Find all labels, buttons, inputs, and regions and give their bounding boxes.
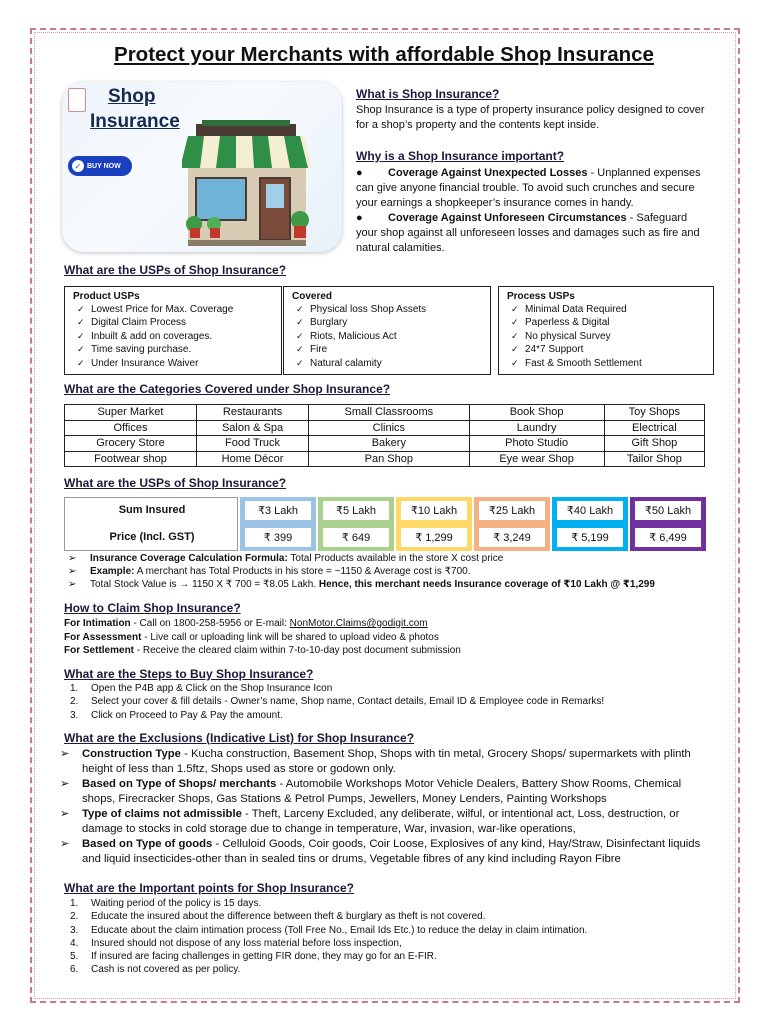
- list-item: ✓ Natural calamity: [292, 357, 482, 370]
- arrow-bullet-icon: ➢: [60, 838, 70, 850]
- list-item: ➢ Construction Type - Kucha construction, Basement Shop, Shops with tin metal, Grocery Shops/ supermarkets with plinth height of less than 1.5ftz, Shops used as store or godown only.: [60, 748, 691, 775]
- plan-sum-insured: ₹50 Lakh: [635, 501, 701, 520]
- table-cell: Eye wear Shop: [469, 451, 604, 467]
- plan-price: ₹ 399: [245, 528, 311, 547]
- list-item: 2. Educate the insured about the difference between theft & burglary as theft is not covered.: [70, 911, 486, 923]
- claim-assessment: For Assessment - Live call or uploading link will be shared to upload video & photos: [64, 631, 439, 643]
- claim-section: [64, 617, 461, 658]
- list-item: ✓ Riots, Malicious Act: [292, 330, 482, 343]
- plan-column: [552, 497, 628, 551]
- what-is-section: [356, 87, 711, 133]
- what-is-text: Shop Insurance is a type of property insurance policy designed to cover for a shop’s property and the contents kept inside.: [356, 104, 705, 131]
- list-item: 3. Educate about the claim intimation process (Toll Free No., Email Ids Etc.) to reduce the delay in claim intimation.: [70, 924, 588, 936]
- table-cell: Grocery Store: [65, 436, 197, 452]
- list-item: 1. Waiting period of the policy is 15 days.: [70, 898, 262, 909]
- shop-illustration-icon: [182, 120, 322, 252]
- table-cell: Home Décor: [196, 451, 308, 467]
- list-item: ✓ Under Insurance Waiver: [73, 357, 273, 370]
- categories-table: [64, 404, 705, 467]
- list-item: ✓ Minimal Data Required: [507, 303, 705, 316]
- table-cell: Electrical: [604, 420, 704, 436]
- exclusions-list: [60, 747, 710, 867]
- table-cell: Salon & Spa: [196, 420, 308, 436]
- table-cell: Tailor Shop: [604, 451, 704, 467]
- usps-heading: What are the USPs of Shop Insurance?: [64, 263, 287, 277]
- page-title: Protect your Merchants with affordable Shop Insurance: [114, 43, 654, 66]
- list-item: 4. Insured should not dispose of any loss material before loss inspection,: [70, 937, 402, 949]
- why-point-1: ● Coverage Against Unexpected Losses - Unplanned expenses can give anyone financial trouble. To avoid such crunches and secure your earnings a shopkeeper’s insurance comes in handy.: [356, 167, 701, 209]
- shop-insurance-banner: [62, 82, 342, 252]
- list-item: ✓ Lowest Price for Max. Coverage: [73, 303, 273, 316]
- claim-settlement: For Settlement - Receive the cleared claim within 7-to-10-day post document submission: [64, 645, 461, 656]
- important-list: [64, 897, 587, 977]
- box-title: Product USPs: [73, 291, 140, 302]
- important-heading: What are the Important points for Shop Insurance?: [64, 881, 355, 895]
- banner-title-line2: Insurance: [90, 111, 180, 132]
- table-cell: Toy Shops: [604, 405, 704, 421]
- plan-sum-insured: ₹3 Lakh: [245, 501, 311, 520]
- why-section: [356, 149, 711, 256]
- list-item: ✓ Time saving purchase.: [73, 343, 273, 356]
- plan-price: ₹ 6,499: [635, 528, 701, 547]
- list-item: ✓ Fast & Smooth Settlement: [507, 357, 705, 370]
- what-is-heading: What is Shop Insurance?: [356, 87, 500, 101]
- plan-sum-insured: ₹10 Lakh: [401, 501, 467, 520]
- pricing-notes: [68, 552, 655, 591]
- categories-heading: What are the Categories Covered under Shop Insurance?: [64, 382, 391, 396]
- document-icon: [68, 88, 86, 112]
- arrow-bullet-icon: ➢: [68, 579, 77, 590]
- plan-column: [474, 497, 550, 551]
- list-item: ✓ Inbuilt & add on coverages.: [73, 330, 273, 343]
- bullet-icon: ●: [356, 212, 363, 224]
- claims-email-link[interactable]: NonMotor.Claims@godigit.com: [289, 618, 428, 629]
- arrow-bullet-icon: ➢: [60, 778, 70, 790]
- steps-list: [64, 682, 604, 722]
- plan-column: [630, 497, 706, 551]
- table-cell: Super Market: [65, 405, 197, 421]
- list-item: 5. If insured are facing challenges in getting FIR done, they may go for an E-FIR.: [70, 951, 437, 963]
- list-item: ➢ Total Stock Value is → 1150 X ₹ 700 = ₹8.05 Lakh. Hence, this merchant needs Insurance coverage of ₹10 Lakh @ ₹1,299: [68, 579, 655, 590]
- list-item: 6. Cash is not covered as per policy.: [70, 964, 241, 976]
- table-row: [65, 451, 705, 467]
- list-item: ➢ Based on Type of goods - Celluloid Goods, Coir goods, Coir Loose, Explosives of any kind, Hay/Straw, Disinfectant liquids and liquid insecticides-other than in sealed tins or drums, Vegetable fibres of any kind including Rayon Fibre: [60, 838, 701, 865]
- claim-heading: How to Claim Shop Insurance?: [64, 601, 241, 615]
- box-title: Covered: [292, 291, 333, 302]
- shield-check-icon: ✓: [72, 160, 84, 172]
- buy-now-label: BUY NOW: [87, 162, 121, 170]
- table-cell: Offices: [65, 420, 197, 436]
- steps-heading: What are the Steps to Buy Shop Insurance?: [64, 667, 314, 681]
- list-item: ✓ Burglary: [292, 316, 482, 329]
- plan-price: ₹ 3,249: [479, 528, 545, 547]
- why-point-2: ● Coverage Against Unforeseen Circumstances - Safeguard your shop against all unforeseen losses and damages such as fire and natural calamities.: [356, 212, 700, 254]
- pricing-table: [64, 497, 705, 551]
- exclusions-heading: What are the Exclusions (Indicative List) for Shop Insurance?: [64, 731, 415, 745]
- plan-price: ₹ 5,199: [557, 528, 623, 547]
- table-cell: Footwear shop: [65, 451, 197, 467]
- plan-sum-insured: ₹25 Lakh: [479, 501, 545, 520]
- covered-box: [283, 286, 491, 375]
- table-cell: Book Shop: [469, 405, 604, 421]
- plan-sum-insured: ₹5 Lakh: [323, 501, 389, 520]
- table-row: [65, 405, 705, 421]
- list-item: ✓ Paperless & Digital: [507, 316, 705, 329]
- list-item: ➢ Insurance Coverage Calculation Formula: Total Products available in the store X cost price: [68, 553, 504, 564]
- list-item: 1. Open the P4B app & Click on the Shop Insurance Icon: [70, 683, 333, 694]
- table-cell: Food Truck: [196, 436, 308, 452]
- list-item: ✓ 24*7 Support: [507, 343, 705, 356]
- price-label: Price (Incl. GST): [109, 531, 195, 543]
- table-cell: Clinics: [309, 420, 469, 436]
- arrow-bullet-icon: ➢: [68, 553, 77, 564]
- plan-sum-insured: ₹40 Lakh: [557, 501, 623, 520]
- list-item: ✓ Fire: [292, 343, 482, 356]
- bullet-icon: ●: [356, 167, 363, 179]
- plan-column: [318, 497, 394, 551]
- plan-column: [396, 497, 472, 551]
- buy-now-button[interactable]: [68, 156, 132, 176]
- list-item: ✓ Digital Claim Process: [73, 316, 273, 329]
- table-row: [65, 436, 705, 452]
- table-cell: Laundry: [469, 420, 604, 436]
- list-item: 2. Select your cover & fill details - Owner’s name, Shop name, Contact details, Email ID & Employee code in Remarks!: [70, 696, 605, 708]
- list-item: ➢ Based on Type of Shops/ merchants - Automobile Workshops Motor Vehicle Dealers, Battery Show Rooms, Chemical shops, Firecracker Shops, Gas Stations & Petrol Pumps, Jewellers, Money Lenders, Painting Workshops: [60, 778, 682, 805]
- table-cell: Bakery: [309, 436, 469, 452]
- list-item: ➢ Example: A merchant has Total Products in his store = ~1150 & Average cost is ₹700.: [68, 566, 471, 577]
- plan-column: [240, 497, 316, 551]
- list-item: ✓ Physical loss Shop Assets: [292, 303, 482, 316]
- box-title: Process USPs: [507, 291, 575, 302]
- arrow-bullet-icon: ➢: [60, 808, 70, 820]
- table-cell: Small Classrooms: [309, 405, 469, 421]
- table-cell: Gift Shop: [604, 436, 704, 452]
- arrow-bullet-icon: ➢: [60, 748, 70, 760]
- banner-title-line1: Shop: [108, 86, 156, 107]
- pricing-labels: [64, 497, 238, 551]
- table-cell: Pan Shop: [309, 451, 469, 467]
- arrow-bullet-icon: ➢: [68, 566, 77, 577]
- list-item: ➢ Type of claims not admissible - Theft, Larceny Excluded, any deliberate, wilful, or intentional act, Loss, destruction, or damage to stocks in cold storage due to change in temperature, War, invasion, war-like operations,: [60, 808, 680, 835]
- sum-insured-label: Sum Insured: [118, 504, 186, 516]
- claim-intimation: For Intimation - Call on 1800-258-5956 or E-mail: NonMotor.Claims@godigit.com: [64, 618, 428, 629]
- table-row: [65, 420, 705, 436]
- plan-price: ₹ 649: [323, 528, 389, 547]
- plan-price: ₹ 1,299: [401, 528, 467, 547]
- list-item: 3. Click on Proceed to Pay & Pay the amount.: [70, 709, 283, 721]
- process-usps-box: [498, 286, 714, 375]
- why-heading: Why is a Shop Insurance important?: [356, 149, 565, 163]
- product-usps-box: [64, 286, 282, 375]
- list-item: ✓ No physical Survey: [507, 330, 705, 343]
- table-cell: Restaurants: [196, 405, 308, 421]
- pricing-heading: What are the USPs of Shop Insurance?: [64, 476, 287, 490]
- table-cell: Photo Studio: [469, 436, 604, 452]
